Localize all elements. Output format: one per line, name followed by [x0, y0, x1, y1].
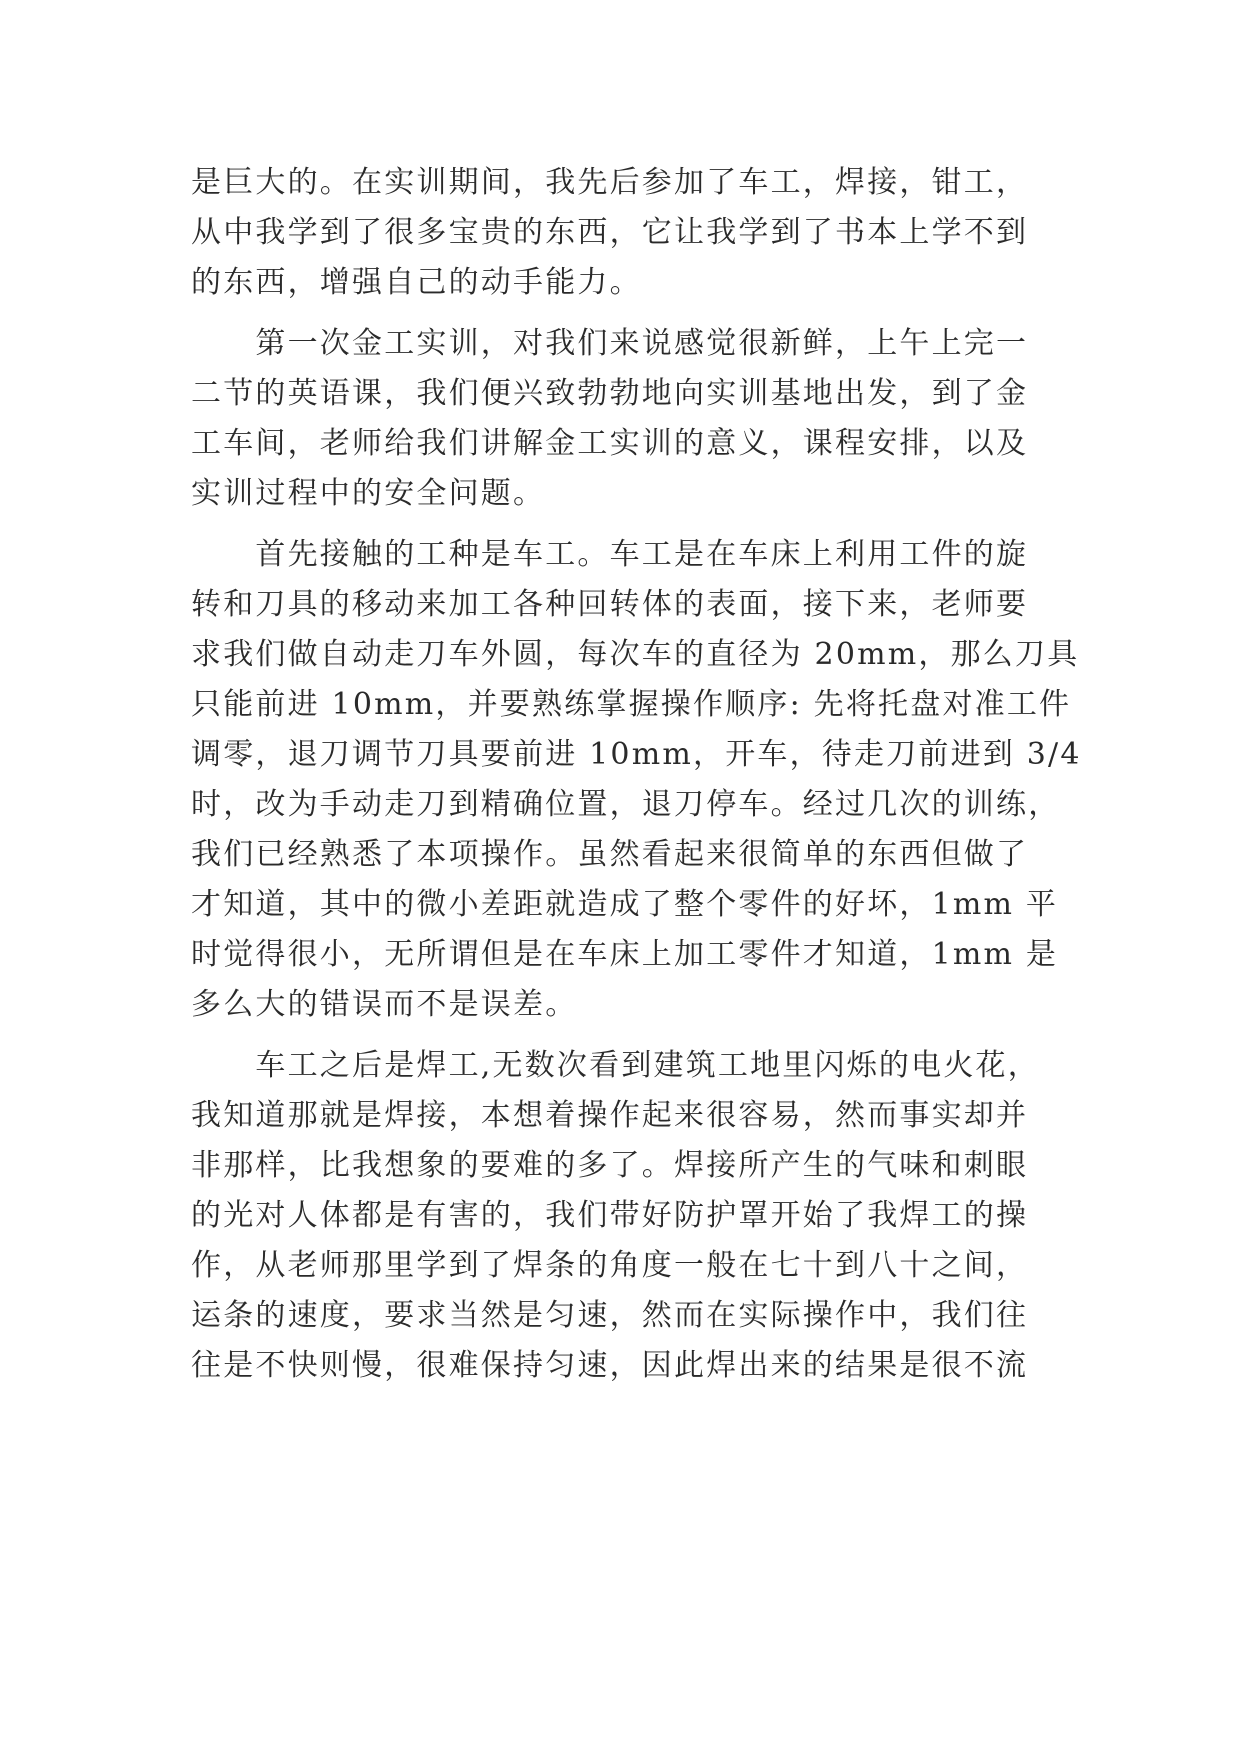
text-line: 调零，退刀调节刀具要前进 10mm，开车，待走刀前进到 3/4 [191, 737, 1082, 772]
text-line: 我们已经熟悉了本项操作。虽然看起来很简单的东西但做了 [191, 837, 1029, 872]
text-line: 只能前进 10mm，并要熟练掌握操作顺序: 先将托盘对准工件 [191, 687, 1072, 722]
paragraph-spacer [191, 308, 1051, 319]
text-line: 转和刀具的移动来加工各种回转体的表面，接下来，老师要 [191, 587, 1029, 622]
text-line: 我知道那就是焊接，本想着操作起来很容易，然而事实却并 [191, 1098, 1029, 1133]
paragraph [191, 319, 1051, 519]
document-body [191, 158, 1082, 1391]
text-line: 首先接触的工种是车工。车工是在车床上利用工件的旋 [191, 537, 1029, 572]
text-line: 第一次金工实训，对我们来说感觉很新鲜，上午上完一 [191, 326, 1029, 361]
text-line: 多么大的错误而不是误差。 [191, 987, 578, 1022]
text-line: 才知道，其中的微小差距就造成了整个零件的好坏，1mm 平 [191, 887, 1059, 922]
text-line: 求我们做自动走刀车外圆，每次车的直径为 20mm，那么刀具 [191, 637, 1080, 672]
text-line: 的光对人体都是有害的，我们带好防护罩开始了我焊工的操 [191, 1198, 1029, 1233]
text-line: 二节的英语课，我们便兴致勃勃地向实训基地出发，到了金 [191, 376, 1029, 411]
text-line: 是巨大的。在实训期间，我先后参加了车工，焊接，钳工， [191, 165, 1029, 200]
text-line: 非那样，比我想象的要难的多了。焊接所产生的气味和刺眼 [191, 1148, 1029, 1183]
text-line: 时觉得很小，无所谓但是在车床上加工零件才知道，1mm 是 [191, 937, 1059, 972]
text-line: 运条的速度，要求当然是匀速，然而在实际操作中，我们往 [191, 1298, 1029, 1333]
paragraph-spacer [191, 1030, 1051, 1041]
text-line: 从中我学到了很多宝贵的东西，它让我学到了书本上学不到 [191, 215, 1029, 250]
paragraph-spacer [191, 519, 1051, 530]
text-line: 时，改为手动走刀到精确位置，退刀停车。经过几次的训练， [191, 787, 1061, 822]
paragraph [191, 1041, 1051, 1391]
text-line: 的东西，增强自己的动手能力。 [191, 265, 642, 300]
paragraph [191, 158, 1051, 308]
text-line: 作，从老师那里学到了焊条的角度一般在七十到八十之间， [191, 1248, 1029, 1283]
text-line: 往是不快则慢，很难保持匀速，因此焊出来的结果是很不流 [191, 1348, 1029, 1383]
text-line: 实训过程中的安全问题。 [191, 476, 546, 511]
paragraph [191, 530, 1082, 1030]
text-line: 工车间，老师给我们讲解金工实训的意义，课程安排，以及 [191, 426, 1029, 461]
text-line: 车工之后是焊工,无数次看到建筑工地里闪烁的电火花， [191, 1048, 1040, 1083]
